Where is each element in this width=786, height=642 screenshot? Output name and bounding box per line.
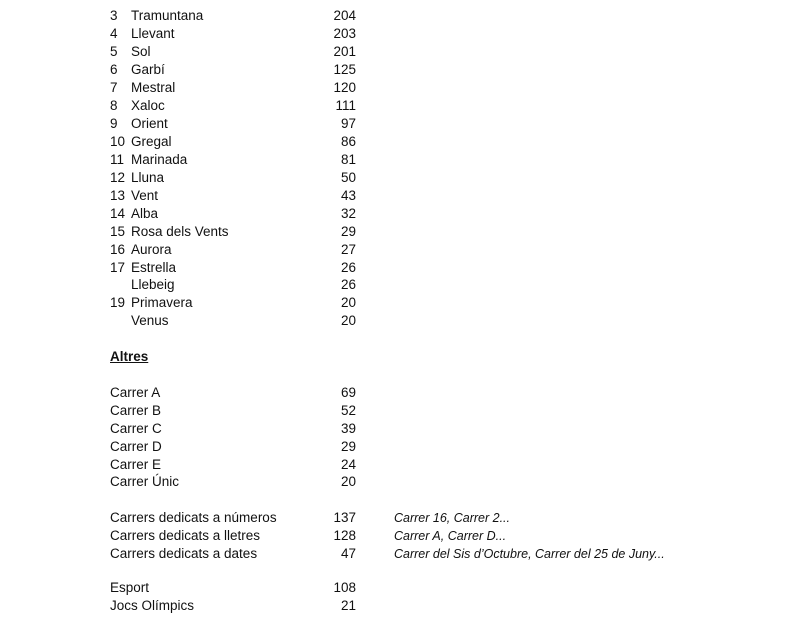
street-name: Rosa dels Vents <box>131 224 229 239</box>
street-name: Carrer E <box>110 457 162 472</box>
category-name: Carrers dedicats a dates <box>110 546 258 561</box>
street-name: Carrer Únic <box>110 474 180 489</box>
list-item <box>0 456 786 474</box>
list-item <box>0 43 786 61</box>
rank-number: 4 <box>110 26 118 41</box>
rank-number: 8 <box>110 98 118 113</box>
rank-number: 10 <box>110 134 126 149</box>
list-item <box>0 527 786 545</box>
street-count: 43 <box>340 188 356 203</box>
street-count: 69 <box>340 385 356 400</box>
category-name: Carrers dedicats a lletres <box>110 528 261 543</box>
street-count: 39 <box>340 421 356 436</box>
street-count: 26 <box>340 260 356 275</box>
street-name: Mestral <box>131 80 176 95</box>
street-name: Estrella <box>131 260 177 275</box>
street-count: 201 <box>333 44 356 59</box>
list-item <box>0 312 786 330</box>
street-name: Vent <box>131 188 159 203</box>
list-item <box>0 259 786 277</box>
street-count: 24 <box>340 457 356 472</box>
rank-number: 9 <box>110 116 118 131</box>
street-name: Orient <box>131 116 168 131</box>
street-name: Xaloc <box>131 98 165 113</box>
category-count: 47 <box>340 546 356 561</box>
street-name: Primavera <box>131 295 193 310</box>
street-name: Carrer D <box>110 439 162 454</box>
street-count: 20 <box>340 295 356 310</box>
list-item <box>0 294 786 312</box>
street-name: Carrer B <box>110 403 162 418</box>
rank-number: 16 <box>110 242 126 257</box>
list-item <box>0 545 786 563</box>
list-item <box>0 151 786 169</box>
rank-number: 5 <box>110 44 118 59</box>
category-count: 21 <box>340 598 356 613</box>
rank-number: 11 <box>110 152 125 167</box>
list-item <box>0 97 786 115</box>
rank-number: 15 <box>110 224 126 239</box>
street-name: Venus <box>131 313 169 328</box>
street-count: 203 <box>333 26 356 41</box>
category-name: Esport <box>110 580 150 595</box>
category-name: Carrers dedicats a números <box>110 510 277 525</box>
street-name: Marinada <box>131 152 188 167</box>
street-count: 204 <box>333 8 356 23</box>
rank-number: 12 <box>110 170 126 185</box>
street-count: 27 <box>340 242 356 257</box>
list-item <box>0 276 786 294</box>
street-count: 81 <box>340 152 356 167</box>
category-count: 108 <box>333 580 356 595</box>
street-count: 29 <box>340 224 356 239</box>
street-count: 20 <box>340 313 356 328</box>
category-count: 137 <box>333 510 356 525</box>
street-name: Llevant <box>131 26 175 41</box>
street-name: Carrer C <box>110 421 162 436</box>
street-count: 50 <box>340 170 356 185</box>
section-heading-row <box>0 348 786 366</box>
list-item <box>0 384 786 402</box>
list-item <box>0 115 786 133</box>
street-name: Carrer A <box>110 385 161 400</box>
list-item <box>0 579 786 597</box>
category-examples: Carrer A, Carrer D... <box>394 529 507 543</box>
list-item <box>0 79 786 97</box>
list-item <box>0 438 786 456</box>
category-examples: Carrer 16, Carrer 2... <box>394 511 511 525</box>
list-item <box>0 61 786 79</box>
street-name: Llebeig <box>131 277 175 292</box>
rank-number: 17 <box>110 260 126 275</box>
list-item <box>0 223 786 241</box>
street-count: 86 <box>340 134 356 149</box>
street-count: 29 <box>340 439 356 454</box>
list-item <box>0 7 786 25</box>
list-item <box>0 187 786 205</box>
rank-number: 14 <box>110 206 126 221</box>
street-name: Gregal <box>131 134 172 149</box>
rank-number: 6 <box>110 62 118 77</box>
list-item <box>0 241 786 259</box>
street-name: Aurora <box>131 242 172 257</box>
list-item <box>0 169 786 187</box>
street-count: 20 <box>340 474 356 489</box>
street-name: Lluna <box>131 170 165 185</box>
street-count: 97 <box>340 116 356 131</box>
list-item <box>0 25 786 43</box>
street-count: 120 <box>333 80 356 95</box>
street-count: 26 <box>340 277 356 292</box>
street-name: Garbí <box>131 62 165 77</box>
list-item <box>0 473 786 491</box>
street-count: 32 <box>340 206 356 221</box>
category-name: Jocs Olímpics <box>110 598 195 613</box>
street-count: 52 <box>340 403 356 418</box>
section-heading: Altres <box>110 349 149 364</box>
rank-number: 3 <box>110 8 118 23</box>
list-item <box>0 597 786 615</box>
list-item <box>0 205 786 223</box>
category-count: 128 <box>333 528 356 543</box>
list-item <box>0 402 786 420</box>
category-examples: Carrer del Sis d’Octubre, Carrer del 25 de Juny... <box>394 547 665 561</box>
list-item <box>0 420 786 438</box>
rank-number: 19 <box>110 295 126 310</box>
street-count: 111 <box>335 98 356 113</box>
list-item <box>0 509 786 527</box>
rank-number: 13 <box>110 188 126 203</box>
street-name: Sol <box>131 44 151 59</box>
list-item <box>0 133 786 151</box>
rank-number: 7 <box>110 80 118 95</box>
street-count: 125 <box>333 62 356 77</box>
street-name: Tramuntana <box>131 8 204 23</box>
street-name: Alba <box>131 206 159 221</box>
